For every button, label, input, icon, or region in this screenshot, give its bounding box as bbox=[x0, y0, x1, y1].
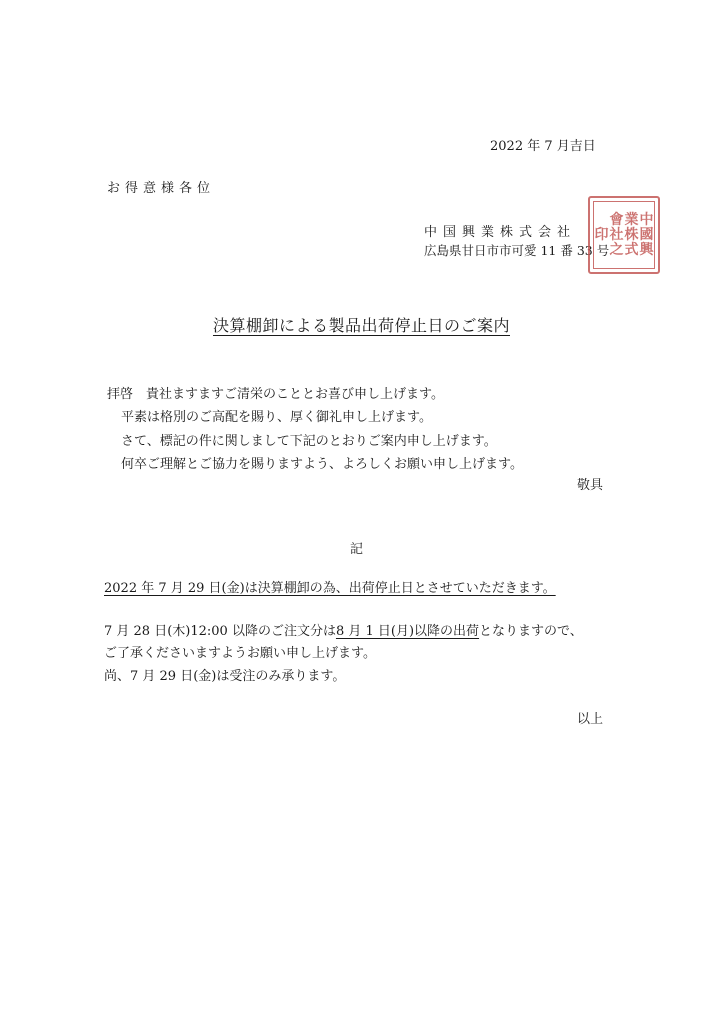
greeting-line-3: さて、標記の件に関しまして下記のとおりご案内申し上げます。 bbox=[121, 434, 497, 449]
end-mark: 以上 bbox=[577, 712, 604, 727]
recipient: お得意様各位 bbox=[107, 181, 216, 196]
greeting-line-1: 拝啓 貴社ますますご清栄のこととお喜び申し上げます。 bbox=[107, 387, 444, 402]
record-heading: 記 bbox=[350, 542, 364, 557]
company-seal-stamp: 中 國 興 業 株 式 會 社 之 印 bbox=[588, 196, 660, 274]
closing-word: 敬具 bbox=[577, 478, 604, 493]
issue-date: 2022 年 7 月吉日 bbox=[490, 139, 596, 154]
detail-line-2: ご了承くださいますようお願い申し上げます。 bbox=[104, 646, 376, 661]
greeting-line-4: 何卒ご理解とご協力を賜りますよう、よろしくお願い申し上げます。 bbox=[121, 457, 523, 472]
detail-line-1: 7 月 28 日(木)12:00 以降のご注文分は8 月 1 日(月)以降の出荷となりますので、 bbox=[104, 624, 583, 639]
shipping-stop-notice: 2022 年 7 月 29 日(金)は決算棚卸の為、出荷停止日とさせていただきます。 bbox=[104, 581, 556, 596]
page-title: 決算棚卸による製品出荷停止日のご案内 bbox=[212, 316, 510, 335]
company-name: 中国興業株式会社 bbox=[424, 225, 577, 240]
greeting-line-2: 平素は格別のご高配を賜り、厚く御礼申し上げます。 bbox=[121, 410, 432, 425]
detail-line-3: 尚、7 月 29 日(金)は受注のみ承ります。 bbox=[104, 669, 346, 684]
company-address: 広島県甘日市市可愛 11 番 33 号 bbox=[424, 243, 610, 258]
shipping-date-highlight: 8 月 1 日(月)以降の出荷 bbox=[335, 624, 480, 639]
